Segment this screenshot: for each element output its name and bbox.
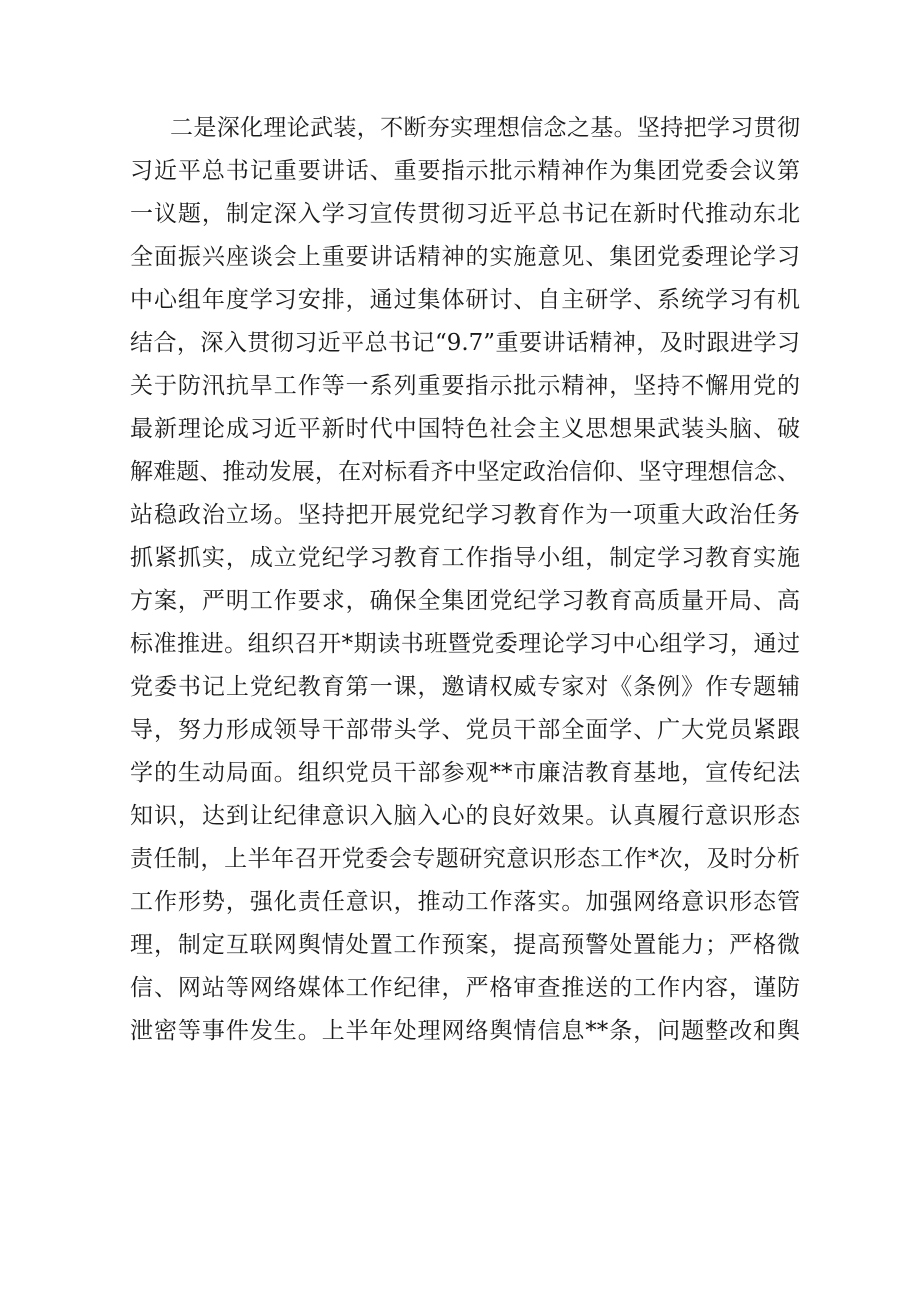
text-line: 导，努力形成领导干部带头学、党员干部全面学、广大党员紧跟 bbox=[130, 717, 800, 743]
text-line: 抓紧抓实，成立党纪学习教育工作指导小组，制定学习教育实施 bbox=[130, 545, 800, 571]
text-line: 结合，深入贯彻习近平总书记“9.7”重要讲话精神，及时跟进学习 bbox=[130, 330, 800, 356]
text-line: 党委书记上党纪教育第一课，邀请权威专家对《条例》作专题辅 bbox=[130, 674, 800, 700]
text-line: 站稳政治立场。坚持把开展党纪学习教育作为一项重大政治任务 bbox=[130, 502, 800, 528]
text-line: 最新理论成习近平新时代中国特色社会主义思想果武装头脑、破 bbox=[130, 416, 800, 442]
text-line: 中心组年度学习安排，通过集体研讨、自主研学、系统学习有机 bbox=[130, 287, 800, 313]
text-line: 学的生动局面。组织党员干部参观**市廉洁教育基地，宣传纪法 bbox=[130, 760, 800, 786]
text-line: 一议题，制定深入学习宣传贯彻习近平总书记在新时代推动东北 bbox=[130, 201, 800, 227]
text-line: 知识，达到让纪律意识入脑入心的良好效果。认真履行意识形态 bbox=[130, 803, 800, 829]
text-line: 二是深化理论武装，不断夯实理想信念之基。坚持把学习贯彻 bbox=[170, 115, 800, 141]
text-line: 理，制定互联网舆情处置工作预案，提高预警处置能力；严格微 bbox=[130, 932, 800, 958]
text-line: 标准推进。组织召开*期读书班暨党委理论学习中心组学习，通过 bbox=[130, 631, 800, 657]
text-line: 关于防汛抗旱工作等一系列重要指示批示精神，坚持不懈用党的 bbox=[130, 373, 800, 399]
text-line: 泄密等事件发生。上半年处理网络舆情信息**条，问题整改和舆 bbox=[130, 1018, 800, 1044]
text-line: 解难题、推动发展，在对标看齐中坚定政治信仰、坚守理想信念、 bbox=[130, 459, 800, 485]
text-line: 方案，严明工作要求，确保全集团党纪学习教育高质量开局、高 bbox=[130, 588, 800, 614]
body-paragraph bbox=[130, 107, 800, 1053]
text-line: 全面振兴座谈会上重要讲话精神的实施意见、集团党委理论学习 bbox=[130, 244, 800, 270]
text-line: 信、网站等网络媒体工作纪律，严格审查推送的工作内容，谨防 bbox=[130, 975, 800, 1001]
text-line: 责任制，上半年召开党委会专题研究意识形态工作*次，及时分析 bbox=[130, 846, 800, 872]
text-line: 工作形势，强化责任意识，推动工作落实。加强网络意识形态管 bbox=[130, 889, 800, 915]
text-line: 习近平总书记重要讲话、重要指示批示精神作为集团党委会议第 bbox=[130, 158, 800, 184]
